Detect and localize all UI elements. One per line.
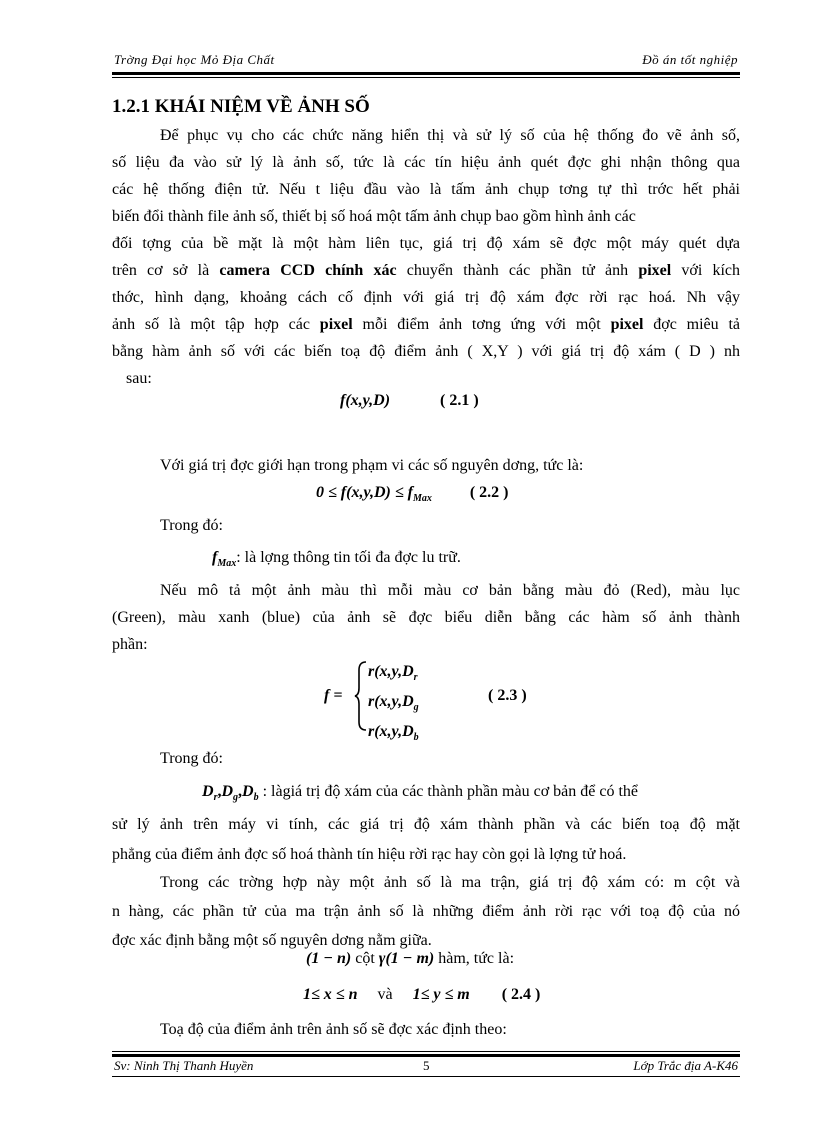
header-rule-thin [112, 77, 740, 78]
equation-expr: 1≤ y ≤ m [412, 986, 470, 1003]
footer-student: Sv: Ninh Thị Thanh Huyền [114, 1058, 254, 1073]
bold-term-pixel: pixel [638, 262, 672, 279]
symbol-d: D [202, 783, 214, 800]
equation-subscript: Max [412, 493, 432, 505]
bold-term-pixel: pixel [319, 316, 353, 333]
text-run: chuyển thành các phần tử ảnh [396, 262, 639, 279]
bold-term-pixel: pixel [610, 316, 644, 333]
label-trong-do: Trong đó: [160, 750, 223, 767]
brace-icon [354, 660, 368, 732]
equation-rows [368, 660, 419, 751]
text-line: phẳng của điểm ảnh đợc số hoá thành tín hiệu rời rạc hay còn gọi là lợng tử hoá. [112, 846, 627, 863]
symbol-d: D [221, 783, 234, 800]
symbol-separator: , [238, 783, 243, 800]
text-line [112, 778, 740, 811]
symbol-subscript: Max [217, 558, 237, 570]
equation-lhs: f = [324, 687, 343, 704]
text-last-line: Toạ độ của điểm ảnh trên ảnh số sẽ đợc xác định theo: [160, 1021, 507, 1038]
text-run: cột [351, 950, 379, 967]
paragraph-color [112, 577, 740, 658]
text-line [112, 257, 740, 284]
definition-text: : là lợng thông tin tối đa đợc lu trữ. [236, 549, 461, 566]
equation-term: r(x,y,D [368, 693, 414, 711]
text-line: bằng hàm ảnh số với các biến toạ độ điểm ảnh ( X,Y ) với giá trị độ xám ( D ) nh [112, 343, 740, 360]
equation-row-green [368, 690, 419, 720]
text-run: ảnh số là một tập hợp các [112, 316, 320, 333]
paragraph-intro [112, 122, 740, 392]
symbol-subscript: g [233, 792, 239, 804]
equation-term: γ(1 − m) [378, 950, 435, 967]
definition-fmax [112, 544, 740, 577]
text-run: mỗi điểm ảnh tơng ứng với một [352, 316, 611, 333]
footer-class: Lớp Trắc địa A-K46 [633, 1058, 738, 1073]
equation-2-1 [340, 392, 479, 410]
text-line: n hàng, các phần tử của ma trận ảnh số là những điểm ảnh rời rạc với toạ độ của nó [112, 903, 740, 920]
footer-rule-thin [112, 1051, 740, 1052]
equation-2-2 [316, 484, 509, 504]
equation-subscript: r [413, 672, 418, 684]
equation-2-4 [303, 986, 540, 1004]
text-line: sau: [126, 370, 152, 387]
header-doc-type: Đồ án tốt nghiệp [642, 52, 738, 67]
page-number: 5 [423, 1058, 430, 1073]
paragraph-matrix [112, 868, 740, 955]
text-line: biến đổi thành file ảnh số, thiết bị số hoá một tấm ảnh chụp bao gồm hình ảnh các [112, 208, 636, 225]
definition-text: : làgiá trị độ xám của các thành phần màu cơ bản để có thể [258, 783, 639, 800]
text-run: đợc miêu tả [643, 316, 741, 333]
equation-term: r(x,y,D [368, 723, 414, 741]
equation-number: ( 2.2 ) [469, 484, 509, 501]
equation-number: ( 2.3 ) [488, 687, 527, 704]
equation-expr: f(x,y,D) [340, 392, 391, 409]
text-run: với kích [671, 262, 741, 279]
equation-connector: và [377, 986, 393, 1003]
equation-expr: 0 ≤ f(x,y,D) ≤ f [316, 484, 413, 501]
text-line: các hệ thống điện tử. Nếu t liệu đầu vào là tấm ảnh chụp tơng tự thì trớc hết phải [112, 181, 740, 198]
equation-number: ( 2.1 ) [440, 392, 479, 409]
label-trong-do: Trong đó: [160, 517, 223, 534]
text-line: Trong các trờng hợp này một ảnh số là ma trận, giá trị độ xám có: m cột và [160, 874, 740, 891]
header-rule-thick [112, 72, 740, 75]
footer-rule-thick [112, 1054, 740, 1057]
definition-drgb [112, 778, 740, 811]
text-line: đợc xác định bằng một số nguyên dơng nằm giữa. [112, 932, 432, 949]
equation-term: (1 − n) [306, 950, 352, 967]
text-line: Để phục vụ cho các chức năng hiển thị và sử lý số của hệ thống đo vẽ ảnh số, [160, 127, 740, 144]
equation-subscript: b [413, 732, 419, 744]
text-line: (Green), màu xanh (blue) của ảnh sẽ đợc biểu diễn bằng các hàm số ảnh thành [112, 609, 740, 626]
symbol-subscript: b [253, 792, 259, 804]
header-school: Trờng Đại học Mỏ Địa Chất [114, 52, 275, 67]
text-line: Nếu mô tả một ảnh màu thì mỗi màu cơ bản bằng màu đỏ (Red), màu lục [160, 582, 740, 599]
equation-columns [306, 950, 514, 968]
text-line: đối tợng của bề mặt là một hàm liên tục, giá trị độ xám sẽ đợc một máy quét dựa [112, 235, 740, 252]
equation-number: ( 2.4 ) [501, 986, 541, 1003]
text-run: trên cơ sở là [112, 262, 220, 279]
text-line [112, 311, 740, 338]
equation-expr: 1≤ x ≤ n [303, 986, 358, 1003]
text-value-range: Với giá trị đợc giới hạn trong phạm vi các số nguyên dơng, tức là: [160, 457, 584, 474]
text-line: số liệu đa vào sử lý là ảnh số, tức là các tín hiệu ảnh quét đợc ghi nhận thông qua [112, 154, 740, 171]
symbol-separator: , [217, 783, 222, 800]
symbol-subscript: r [213, 792, 218, 804]
text-run: hàm, tức là: [434, 950, 515, 967]
text-line: phần: [112, 636, 148, 653]
text-line: thớc, hình dạng, khoảng cách cố định với giá trị độ xám đợc rời rạc hoá. Nh vậy [112, 289, 740, 306]
symbol-f: f [212, 549, 218, 566]
footer-rule-bottom [112, 1076, 740, 1077]
text-line: sử lý ảnh trên máy vi tính, các giá trị độ xám thành phần và các biến toạ độ mặt [112, 816, 740, 833]
definition-drgb-continued [112, 809, 740, 868]
bold-term-camera: camera CCD chính xác [219, 262, 397, 279]
equation-subscript: g [413, 702, 419, 714]
equation-row-red [368, 660, 419, 690]
section-title: 1.2.1 KHÁI NIỆM VỀ ẢNH SỐ [112, 96, 370, 117]
symbol-d: D [242, 783, 254, 800]
equation-term: r(x,y,D [368, 663, 414, 680]
